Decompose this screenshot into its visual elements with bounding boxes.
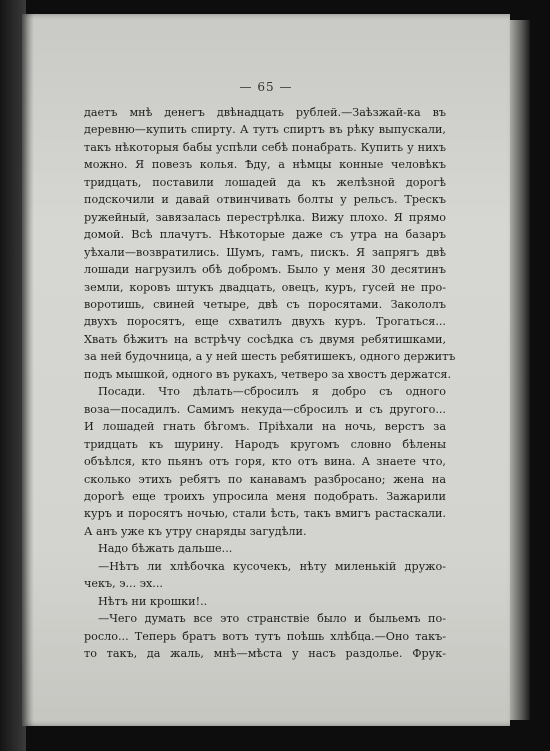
- text-line: тридцать, поставили лошадей да къ желѣзной дорогѣ: [84, 175, 446, 189]
- text-line: тридцать къ шурину. Народъ кругомъ словно бѣлены: [84, 437, 446, 451]
- text-line: двухъ поросятъ, еще схватилъ двухъ куръ. Трогаться...: [84, 315, 446, 329]
- text-line: И лошадей гнать бѣгомъ. Пріѣхали на ночь, верстъ за: [84, 420, 446, 434]
- text-line: уѣхали—возвратились. Шумъ, гамъ, пискъ. Я запрягъ двѣ: [84, 245, 446, 259]
- text-line: Посади. Что дѣлать—сбросилъ я добро съ одного: [98, 385, 446, 399]
- text-line: —Нѣтъ ли хлѣбочка кусочекъ, нѣту миленькій дружо-: [98, 559, 446, 573]
- text-line: подъ мышкой, одного въ рукахъ, четверо за хвостъ держатся.: [84, 367, 452, 381]
- text-line: Хвать бѣжитъ на встрѣчу сосѣдка съ двумя ребятишками,: [84, 332, 446, 346]
- text-line: Нѣтъ ни крошки!..: [98, 594, 208, 608]
- text-line: земли, коровъ штукъ двадцать, овецъ, куръ, гусей не про-: [84, 280, 446, 294]
- text-line: —Чего думать все это странствіе было и быльемъ по-: [98, 612, 446, 626]
- text-line: такъ нѣкоторыя бабы успѣли себѣ понабрать. Купить у нихъ: [84, 140, 446, 154]
- text-line: ружейный, завязалась перестрѣлка. Вижу плохо. Я прямо: [84, 210, 446, 224]
- text-line: росло... Теперь братъ вотъ тутъ поѣшь хлѣбца.—Оно такъ-: [84, 629, 446, 643]
- page-text: [84, 104, 456, 663]
- text-line: Надо бѣжать дальше...: [98, 542, 233, 556]
- page-gutter-shadow: [22, 14, 34, 726]
- text-line: воза—посадилъ. Самимъ некуда—сбросилъ и съ другого...: [84, 402, 446, 416]
- text-line: объѣлся, кто пьянъ отъ горя, кто отъ вина. А знаете что,: [84, 455, 446, 469]
- text-line: то такъ, да жаль, мнѣ—мѣста у насъ раздолье. Фрук-: [84, 647, 446, 661]
- book-page: [22, 14, 510, 726]
- text-line: домой. Всѣ плачутъ. Нѣкоторые даже съ утра на базаръ: [84, 228, 446, 242]
- text-line: за ней будочница, а у ней шесть ребятишекъ, одного держитъ: [84, 350, 456, 364]
- text-line: даетъ мнѣ денегъ двѣнадцать рублей.—Заѣзжай-ка въ: [84, 106, 446, 119]
- page-edge: [510, 20, 530, 720]
- text-line: деревню—купить спирту. А тутъ спиртъ въ рѣку выпускали,: [84, 123, 446, 137]
- text-line: сколько этихъ ребятъ по канавамъ разбросано; жена на: [84, 472, 446, 486]
- text-line: дорогѣ еще троихъ упросила меня подобрать. Зажарили: [84, 489, 446, 503]
- text-line: можно. Я повезъ колья. Ѣду, а нѣмцы конные человѣкъ: [84, 158, 446, 172]
- text-line: чекъ, э... эх...: [84, 577, 163, 591]
- text-line: куръ и поросятъ ночью, стали ѣсть, такъ вмигъ растаскали.: [84, 507, 446, 521]
- text-line: подскочили и давай отвинчивать болты у рельсъ. Трескъ: [84, 193, 446, 207]
- text-line: лошади нагрузилъ обѣ добромъ. Было у меня 30 десятинъ: [84, 263, 446, 277]
- page-number: — 65 —: [239, 80, 293, 94]
- text-line: А анъ уже къ утру снаряды загудѣли.: [84, 524, 307, 538]
- text-line: воротишь, свиней четыре, двѣ съ поросятами. Закололъ: [84, 297, 446, 311]
